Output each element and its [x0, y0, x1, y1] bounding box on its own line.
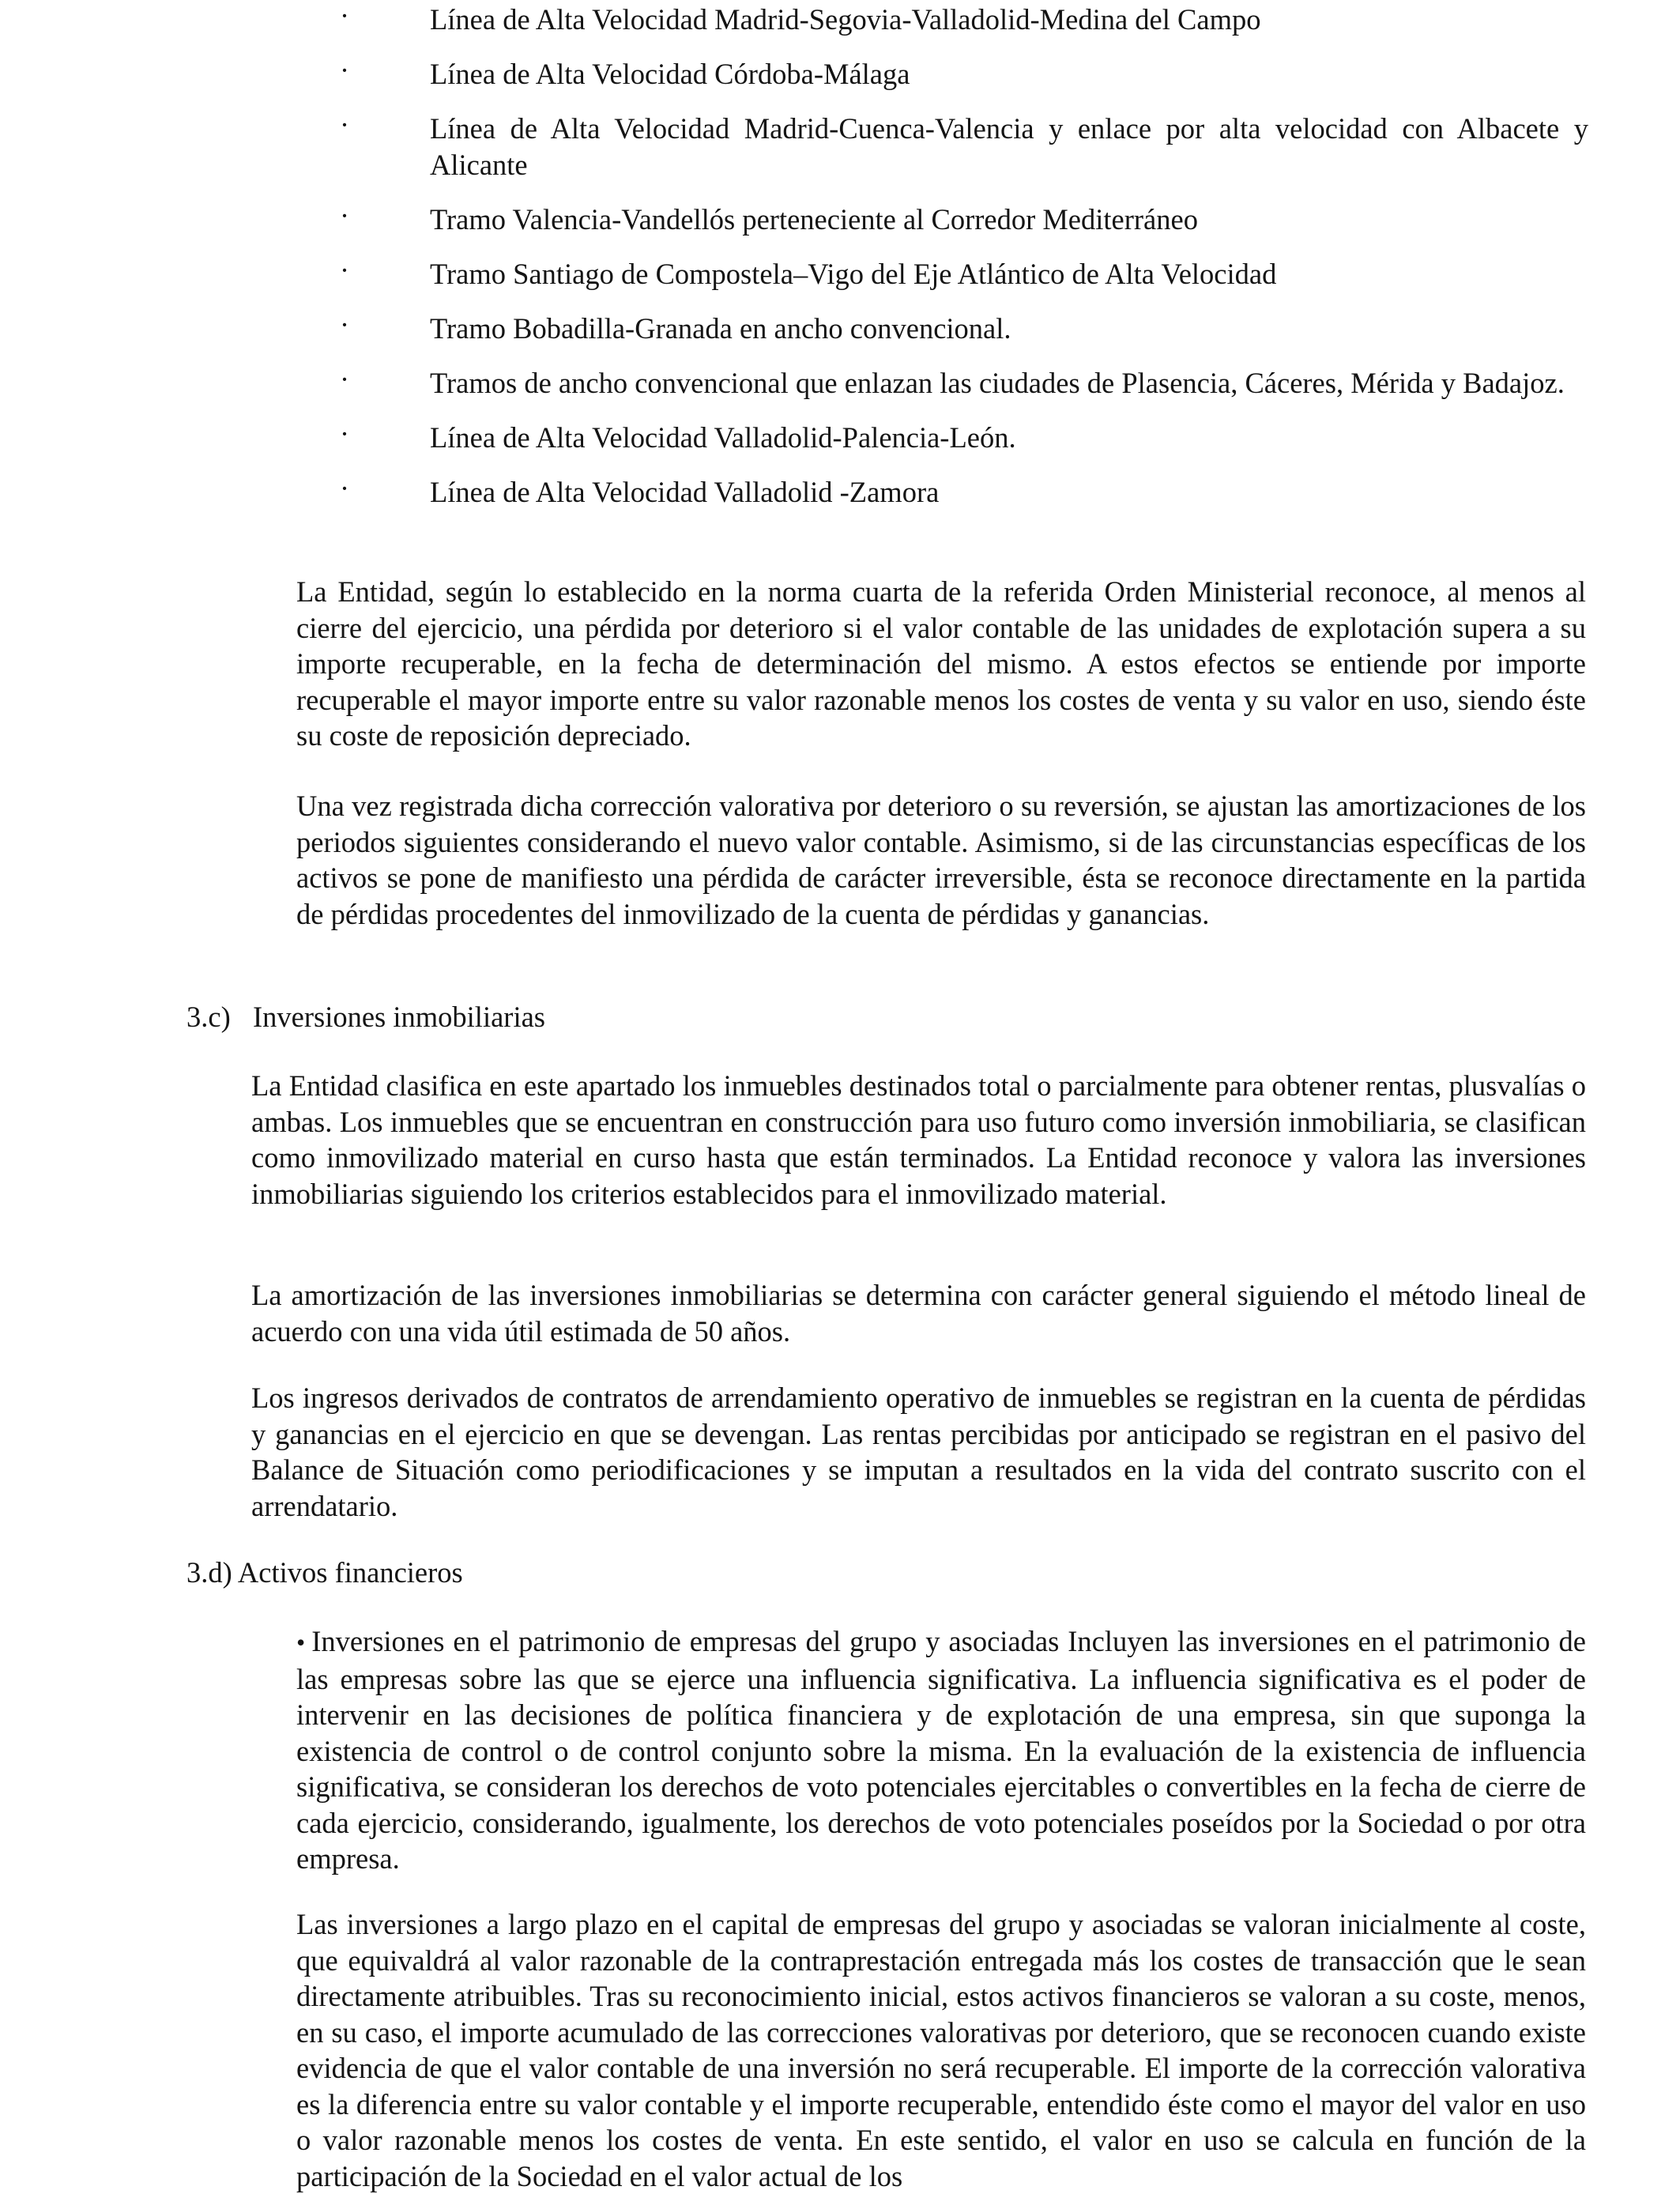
- group-investments-paragraph: [296, 1623, 1586, 1877]
- section-number: 3.d): [186, 1556, 232, 1589]
- list-item: [332, 420, 1588, 456]
- section-number: 3.c): [186, 1001, 231, 1033]
- investment-amortization-paragraph: La amortización de las inversiones inmobiliarias se determina con carácter general siguiendo el método lineal de acuerdo con una vida útil estimada de 50 años.: [251, 1279, 1586, 1348]
- list-item: [332, 56, 1588, 92]
- bullet-marker: ·: [340, 109, 349, 141]
- bullet-marker: ·: [340, 254, 349, 286]
- list-item-text: Línea de Alta Velocidad Valladolid -Zamora: [430, 476, 940, 508]
- list-item-text: Tramo Bobadilla-Granada en ancho convencional.: [430, 312, 1011, 345]
- bullet-marker: •: [296, 1628, 306, 1657]
- list-item-text: Tramo Valencia-Vandellós perteneciente al Corredor Mediterráneo: [430, 203, 1198, 236]
- list-item: [332, 2, 1588, 38]
- list-item-text: Línea de Alta Velocidad Córdoba-Málaga: [430, 58, 910, 90]
- section-title: Activos financieros: [237, 1556, 463, 1589]
- bullet-marker: ·: [340, 200, 349, 232]
- list-item: [332, 256, 1588, 292]
- list-item: [332, 311, 1588, 347]
- bullet-marker: ·: [340, 418, 349, 450]
- list-item: [332, 365, 1588, 401]
- impairment-paragraph: La Entidad, según lo establecido en la norma cuarta de la referida Orden Ministerial reconoce, al menos al cierre del ejercicio, una pérdida por deterioro si el valor contable de las unidades de explotación supera a su importe recuperable, en la fecha de determinación del mismo. A estos efectos se entiende por importe recuperable el mayor importe entre su valor razonable menos los costes de venta y su valor en uso, siendo éste su coste de reposición depreciado.: [296, 575, 1586, 752]
- list-item-text: Tramos de ancho convencional que enlazan las ciudades de Plasencia, Cáceres, Mérida y Badajoz.: [430, 367, 1565, 399]
- bullet-marker: ·: [340, 473, 349, 504]
- bullet-marker: ·: [340, 0, 349, 32]
- section-heading-3d: [186, 1555, 463, 1591]
- list-item: [332, 202, 1588, 238]
- section-heading-3c: [186, 999, 545, 1035]
- investment-property-paragraph: La Entidad clasifica en este apartado los inmuebles destinados total o parcialmente para obtener rentas, plusvalías o ambas. Los inmuebles que se encuentran en construcción para uso futuro como inversión inmobiliaria, se clasifican como inmovilizado material en curso hasta que están terminados. La Entidad reconoce y valora las inversiones inmobiliarias siguiendo los criterios establecidos para el inmovilizado material.: [251, 1069, 1586, 1210]
- section-title: Inversiones inmobiliarias: [253, 1001, 545, 1033]
- railway-lines-list: [332, 0, 1588, 529]
- long-term-investments-paragraph: Las inversiones a largo plazo en el capital de empresas del grupo y asociadas se valoran inicialmente al coste, que equivaldrá al valor razonable de la contraprestación entregada más los costes de transacción que le sean directamente atribuibles. Tras su reconocimiento inicial, estos activos financieros se valoran a su coste, menos, en su caso, el importe acumulado de las correcciones valorativas por deterioro, que se reconocen cuando existe evidencia de que el valor contable de una inversión no será recuperable. El importe de la corrección valorativa es la diferencia entre su valor contable y el importe recuperable, entendido éste como el mayor del valor en uso o valor razonable menos los costes de venta. En este sentido, el valor en uso se calcula en función de la participación de la Sociedad en el valor actual de los: [296, 1908, 1586, 2192]
- list-item: [332, 111, 1588, 183]
- paragraph-text: Inversiones en el patrimonio de empresas del grupo y asociadas Incluyen las inversiones en el patrimonio de las empresas sobre las que se ejerce una influencia significativa. La influencia significativa es el poder de intervenir en las decisiones de política financiera y de explotación de una empresa, sin que suponga la existencia de control o de control conjunto sobre la misma. En la evaluación de la existencia de influencia significativa, se consideran los derechos de voto potenciales ejercitables o convertibles en la fecha de cierre de cada ejercicio, considerando, igualmente, los derechos de voto potenciales poseídos por la Sociedad o por otra empresa.: [296, 1625, 1586, 1875]
- list-item-text: Línea de Alta Velocidad Valladolid-Palencia-León.: [430, 421, 1016, 454]
- list-item-text: Línea de Alta Velocidad Madrid-Segovia-Valladolid-Medina del Campo: [430, 3, 1261, 36]
- bullet-marker: ·: [340, 309, 349, 341]
- list-item: [332, 474, 1588, 511]
- list-item-text: Tramo Santiago de Compostela–Vigo del Eje Atlántico de Alta Velocidad: [430, 258, 1277, 290]
- bullet-marker: ·: [340, 364, 349, 395]
- bullet-marker: ·: [340, 55, 349, 86]
- amortization-adjustment-paragraph: Una vez registrada dicha corrección valorativa por deterioro o su reversión, se ajustan las amortizaciones de los periodos siguientes considerando el nuevo valor contable. Asimismo, si de las circunstancias específicas de los activos se pone de manifiesto una pérdida de carácter irreversible, ésta se reconoce directamente en la partida de pérdidas procedentes del inmovilizado de la cuenta de pérdidas y ganancias.: [296, 790, 1586, 930]
- lease-income-paragraph: Los ingresos derivados de contratos de arrendamiento operativo de inmuebles se registran en la cuenta de pérdidas y ganancias en el ejercicio en que se devengan. Las rentas percibidas por anticipado se registran en el pasivo del Balance de Situación como periodificaciones y se imputan a resultados en la vida del contrato suscrito con el arrendatario.: [251, 1382, 1586, 1522]
- list-item-text: Línea de Alta Velocidad Madrid-Cuenca-Valencia y enlace por alta velocidad con Albacete y Alicante: [430, 112, 1588, 181]
